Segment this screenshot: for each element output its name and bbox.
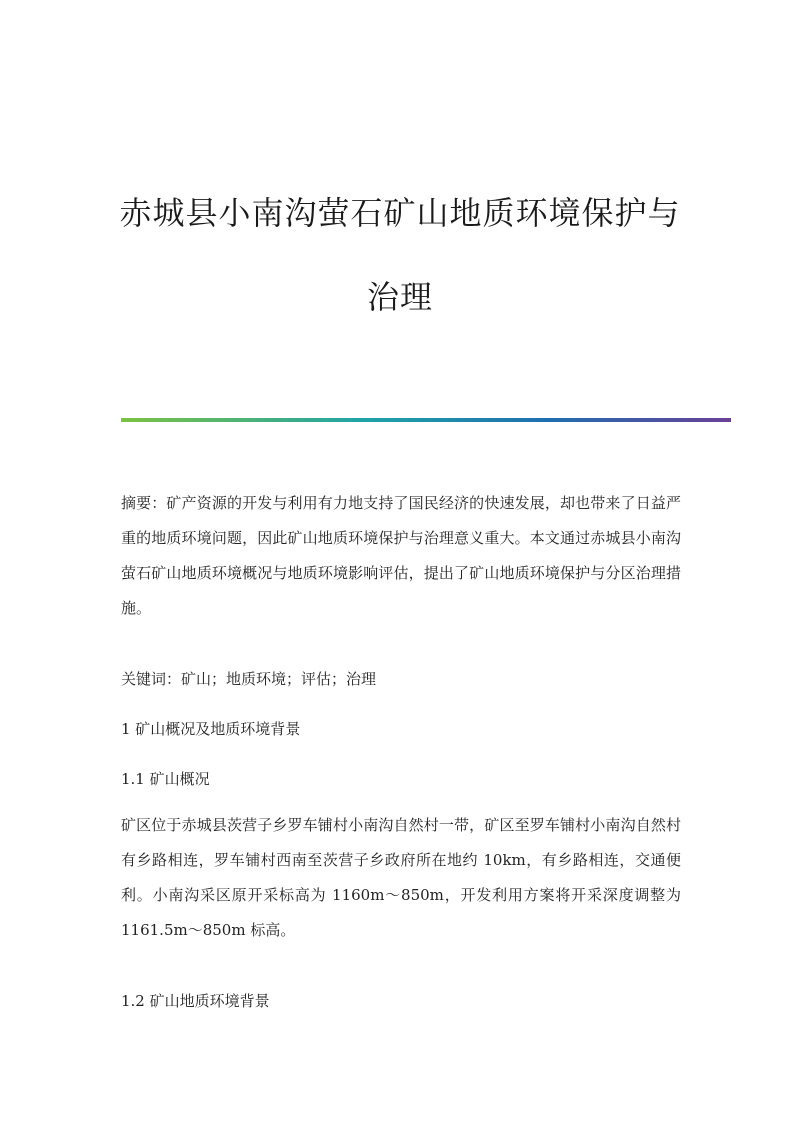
section-1-1-body: 矿区位于赤城县茨营子乡罗车铺村小南沟自然村一带，矿区至罗车铺村小南沟自然村有乡路相连，罗车铺村西南至茨营子乡政府所在地约 10km，有乡路相连，交通便利。小南沟采区原开采标高为 1160m～850m，开发利用方案将开采深度调整为 1161.5m～850m 标高。 (121, 816, 681, 939)
title-divider (121, 418, 731, 422)
document-title-line-2: 治理 (366, 278, 433, 316)
keywords-line: 关键词：矿山；地质环境；评估；治理 (121, 670, 377, 688)
abstract-paragraph: 摘要：矿产资源的开发与利用有力地支持了国民经济的快速发展，却也带来了日益严重的地质环境问题，因此矿山地质环境保护与治理意义重大。本文通过赤城县小南沟萤石矿山地质环境概况与地质环境影响评估，提出了矿山地质环境保护与分区治理措施。 (121, 494, 681, 617)
section-1-1-heading: 1.1 矿山概况 (121, 770, 210, 788)
section-1-heading: 1 矿山概况及地质环境背景 (121, 720, 301, 738)
section-1-2-heading: 1.2 矿山地质环境背景 (121, 992, 270, 1010)
document-title-line-1: 赤城县小南沟萤石矿山地质环境保护与 (119, 194, 681, 232)
